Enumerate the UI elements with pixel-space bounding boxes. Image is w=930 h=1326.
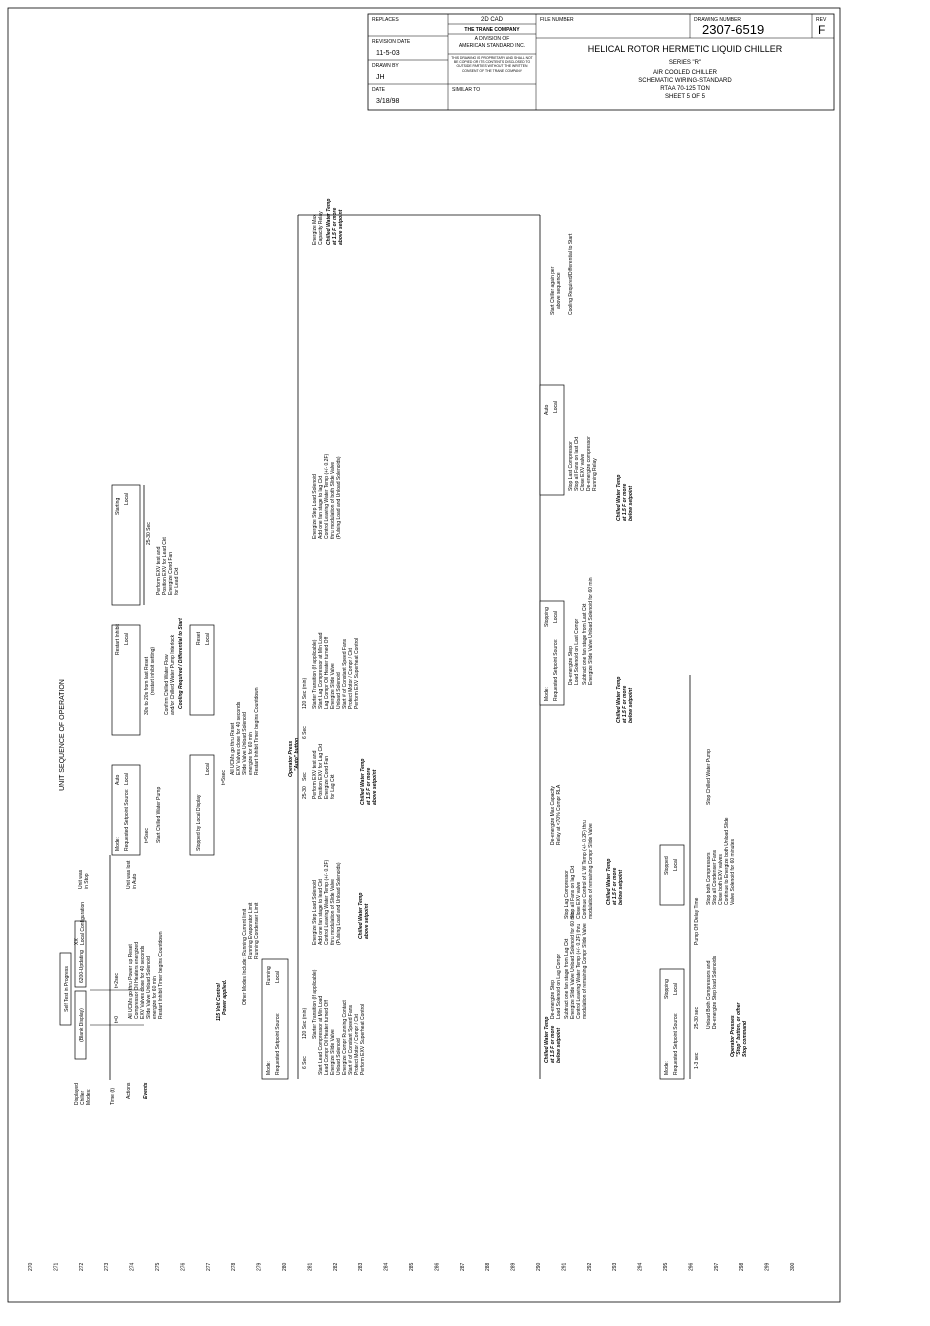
events-label: Events <box>143 1082 149 1099</box>
stopped-local-2: Local <box>673 859 679 871</box>
line-number: 298 <box>739 1262 746 1271</box>
unload-both: Unload Both Compressors and <box>706 960 712 1029</box>
last-event-3: below setpoint <box>628 486 634 521</box>
line-number: 270 <box>28 1262 34 1271</box>
restart-inhibit-label: Restart Inhibit <box>115 624 121 655</box>
stop-event-5: at 1.5 F or more <box>612 867 618 905</box>
startup-action-2: EXV Valves close for 40 seconds <box>140 945 146 1019</box>
lag-perform-1: Position EXV for Lag Ckt <box>318 743 324 799</box>
stop-event-3: below setpoint <box>556 1028 562 1063</box>
operator-press-auto: Operator Press <box>288 740 294 777</box>
unit-lost-auto: Unit was lost <box>126 860 132 889</box>
running-label: Running <box>266 966 272 985</box>
lead-action-5: Start # of Constant Speed Fans <box>348 1004 354 1075</box>
stop-final-4: Valve Solenoid for 60 minutes <box>730 838 736 905</box>
stop-final-3: Continue to Energize both Unload Slide <box>724 817 730 905</box>
line-number: 299 <box>764 1262 771 1271</box>
restart-inhibit-local: Local <box>124 633 130 645</box>
division-label: A DIVISION OF <box>474 36 510 42</box>
startup-action-0: All UCMs go thru Power up Reset <box>128 944 134 1019</box>
line-number: 290 <box>536 1262 542 1271</box>
line-number-column <box>28 1262 796 1271</box>
de-energize-max: De-energize Max Capacity <box>550 786 556 845</box>
lag-perform-0: Perform EXV test and <box>312 750 318 799</box>
running-local: Local <box>275 971 281 983</box>
final-auto-label: Auto <box>544 404 550 415</box>
lag-transition: Starter Transition (If applicable) <box>312 639 318 709</box>
t2sec-label: t=2sec <box>114 973 120 988</box>
max-capacity: Energize Max <box>312 214 318 245</box>
auto-local-action-2: Slide Valve Unload Solenoid <box>242 712 248 775</box>
last-action-2: Close EXV valve <box>580 453 586 491</box>
stop-final-actions <box>706 817 736 905</box>
last-action-3: De-energize compressor <box>586 436 592 491</box>
lead-step-action-3: thru modulation of Slide Valve <box>330 878 336 945</box>
lead-stop-event-3: below setpoint <box>628 688 634 723</box>
lead-step-action-2: Control Leaving Water Temp (+/- 0.2F) <box>324 859 330 945</box>
lag-action-3: Unload Solenoid <box>336 672 342 709</box>
line-number: 274 <box>129 1262 136 1271</box>
revision-date-label: REVISION DATE <box>372 39 411 45</box>
proprietary-notice: THIS DRAWING IS PROPRIETARY AND SHALL NOT BE COPIED OR ITS CONTENTS DISCLOSED TO OUTSIDE PARTIES WITHOUT THE WRITTEN CONSENT OF THE TRANE COMPANY <box>451 56 533 73</box>
restart-time: 30s to 20s from last Reset <box>144 656 150 715</box>
lag-action-1: Lag Compr Oil Heater turned Off <box>324 636 330 709</box>
lag-action-0: Start Lag Compressor at Min Load <box>318 632 324 709</box>
lag-running-actions <box>318 632 360 709</box>
auto-local-actions <box>230 687 260 775</box>
startup-action-4: energize for 60 min <box>152 976 158 1019</box>
stop-action-0: Subtract one fan stage from Lag Ckt <box>564 938 570 1019</box>
stopping-actions <box>564 911 588 1019</box>
drawing-date: 3/18/98 <box>376 98 400 105</box>
start-pump-action: Start Chilled Water Pump <box>156 786 162 843</box>
auto-mode-label: Mode: <box>115 837 121 851</box>
line-number: 271 <box>53 1262 60 1271</box>
lag-perform-actions <box>312 743 336 799</box>
running-source-label: Requested Setpoint Source: <box>275 1012 281 1075</box>
product-title: HELICAL ROTOR HERMETIC LIQUID CHILLER <box>587 44 783 54</box>
line-number: 272 <box>78 1262 85 1271</box>
line-number: 295 <box>663 1262 669 1271</box>
lag-sec: Sec <box>302 772 308 781</box>
lag-step-0: Energize Step Load Solenoid <box>312 474 318 539</box>
actions-label: Actions <box>126 1082 132 1099</box>
modes-label-1: Displayed <box>74 1083 80 1105</box>
running-mode-label: Mode: <box>266 1061 272 1075</box>
file-number-label: FILE NUMBER <box>540 17 574 23</box>
unload-both-2: De-energize Step load Solenoids <box>712 955 718 1029</box>
auto-local-action-0: All UCMs go thru Reset <box>230 722 236 775</box>
line-number: 284 <box>383 1262 390 1271</box>
other-modes-3: Running Condenser Limit <box>254 902 260 959</box>
starting-time: 25-30 Sec <box>146 522 152 545</box>
starting-action-0: Perform EXV test and <box>156 546 162 595</box>
starting-action-3: for Lead Ckt <box>174 567 180 595</box>
starting-action-2: Energize Cond Fan <box>168 551 174 595</box>
sequence-diagram <box>28 199 796 1271</box>
stop-event-2: at 1.5 F or more <box>550 1025 556 1063</box>
blank-display-label: (Blank Display) <box>79 1008 85 1042</box>
stop-lag-1: Stop all Fans on lag Ckt <box>570 865 576 919</box>
lag-perform-2: Energize Cond Fan <box>324 755 330 799</box>
series-label: SERIES "R" <box>668 60 702 66</box>
line-number: 292 <box>586 1262 593 1271</box>
lead-action-2: Energize Slide Valve <box>330 1029 336 1075</box>
stop-lag-actions <box>564 820 594 919</box>
max-capacity-2: Capacity Relay <box>318 211 324 245</box>
lag-25-30: 25-30 <box>302 786 308 799</box>
reset-local: Local <box>205 633 211 645</box>
startup-action-5: Restart Inhibit Timer begins Countdown <box>158 931 164 1019</box>
time-label: Time (t) <box>110 1087 116 1105</box>
other-modes-2: Running Evaporator Limit <box>248 902 254 959</box>
lead-event: Chilled Water Temp <box>358 892 364 939</box>
line-number: 279 <box>256 1262 263 1271</box>
lead-step-action-1: Add one fan stage to lead Ckt <box>318 879 324 945</box>
line-number: 287 <box>459 1262 466 1271</box>
lead-6sec: 6 Sec <box>302 1056 308 1069</box>
self-test-label: Self Test in Progress <box>64 966 70 1012</box>
cooling-required-event: Cooling Required / Differential to Start <box>178 618 184 709</box>
lead-de-energize: De-energize Step <box>568 646 574 685</box>
date-label: DATE <box>372 87 385 93</box>
stop-lag-0: Stop Lag Compressor <box>564 870 570 919</box>
lag-perform-3: for Lag Ckt <box>330 774 336 799</box>
de-energize-max-2: Relay at <70% Compr RLA <box>556 784 562 845</box>
lead-stop-action-1: Energize Slide Valve Unload Solenoid for 60 min <box>588 577 594 685</box>
stop-1-3sec: 1-3 sec <box>694 1052 700 1069</box>
stop-pump: Stop Chilled Water Pump <box>706 749 712 805</box>
stop-action-2: Control Leaving Water Temp (+/- 0.2F) thru <box>576 923 582 1019</box>
lag-action-5: Protect Motor / Compr / Ckt <box>348 648 354 709</box>
lead-step-action-4: (Pulsing Load and Unload Solenoids) <box>336 862 342 945</box>
t0-label: t=0 <box>114 1015 120 1023</box>
lag-step-1: Add one fan stage to lag Ckt <box>318 475 324 539</box>
line-number: 285 <box>409 1262 415 1271</box>
line-number: 283 <box>358 1262 365 1271</box>
de-energize-step: De-energize Step <box>550 980 556 1019</box>
rev-value: F <box>818 23 826 37</box>
parent-company: AMERICAN STANDARD INC. <box>458 43 526 49</box>
stop-final-1: Stop all Condenser Fans <box>712 849 718 905</box>
lag-event-5: at 1.5 F or more <box>332 207 338 245</box>
stop-lag-2: Close EXV valve <box>576 881 582 919</box>
stopping-local: Local <box>673 983 679 995</box>
line-number: 296 <box>688 1262 695 1271</box>
lead-action-4: Energize Compr Running Contact <box>342 1000 348 1075</box>
auto-local-action-3: energize for 60 min <box>248 732 254 775</box>
line-number: 293 <box>612 1262 619 1271</box>
operator-press-stop: Operator Presses <box>730 1015 736 1057</box>
lead-stopping-label: Stopping <box>544 607 550 627</box>
lag-step-2: Control Leaving Water Temp (+/- 0.2F) <box>324 453 330 539</box>
line-number: 288 <box>485 1262 492 1271</box>
restart-time-2: (restart inhibit setting) <box>150 646 156 695</box>
last-event: Chilled Water Temp <box>616 474 622 521</box>
lead-stop-action-0: Subtract one fan stage from Last Ckt <box>582 603 588 685</box>
sheet-number: SHEET 5 OF 5 <box>665 94 705 100</box>
final-auto-local: Local <box>553 401 559 413</box>
lag-event-6: above setpoint <box>338 209 344 245</box>
line-number: 277 <box>205 1262 212 1271</box>
lead-action-3: Unload Solenoid <box>336 1038 342 1075</box>
product-line1: AIR COOLED CHILLER <box>652 70 718 76</box>
stop-lag-3: Continue Control of L W Temp (+/- 0.2F) thru <box>582 820 588 919</box>
line-number: 286 <box>434 1262 441 1271</box>
unit-lost-stop-2: in Stop <box>84 873 90 889</box>
title-block <box>368 14 834 110</box>
auto-local: Local <box>124 773 130 785</box>
auto-source-label: Requested Setpoint Source: <box>124 788 130 851</box>
line-number: 294 <box>637 1262 644 1271</box>
lead-stop-event: Chilled Water Temp <box>616 676 622 723</box>
lead-step-action-0: Energize Step Load Solenoid <box>312 880 318 945</box>
stopping-label: Stopping <box>664 979 670 999</box>
line-number: 289 <box>510 1262 517 1271</box>
lead-stop-actions <box>582 577 594 685</box>
last-event-2: at 1.5 F or more <box>622 483 628 521</box>
stop-lag-4: modulation of remaining Compr Slide Valve <box>588 823 594 919</box>
confirm-flow-1: Confirm Chilled Water Flow <box>164 654 170 715</box>
lead-action-7: Perform EXV Superheat Control <box>360 1003 366 1075</box>
stop-mode-label: Mode: <box>664 1061 670 1075</box>
updating-label: 6200-Updating <box>79 950 85 983</box>
operator-press-auto-2: "Auto" button <box>294 737 300 771</box>
lag-120sec: 120 Sec (min) <box>302 677 308 709</box>
lead-action-6: Protect Motor / Compr / Ckt <box>354 1014 360 1075</box>
lead-120sec: 120 Sec (min) <box>302 1007 308 1039</box>
stopped-local: Local <box>205 763 211 775</box>
pump-off-delay: Pump Off Delay Time <box>694 897 700 945</box>
reset-label: Reset <box>196 631 202 645</box>
restart-chiller-2: above sequence <box>556 272 562 309</box>
last-action-1: Stop all Fans on last Ckt <box>574 436 580 491</box>
startup-action-3: Slide Valve Unload Solenoid <box>146 956 152 1019</box>
modes-label-2: Chiller <box>80 1090 86 1105</box>
auto-local-action-4: Restart Inhibit Timer begins Countdown <box>254 687 260 775</box>
lead-action-0: Start Lead Compressor at Min Load <box>318 995 324 1075</box>
starting-label: Starting <box>115 497 121 515</box>
lead-step-actions <box>312 859 342 945</box>
stop-event: Chilled Water Temp <box>544 1016 550 1063</box>
drawing-number: 2307-6519 <box>702 22 765 37</box>
power-event: 115 Volt Control <box>216 983 222 1021</box>
updating-sub: XX <box>74 938 80 945</box>
product-line2: SCHEMATIC WIRING-STANDARD <box>638 78 732 84</box>
lag-step-3: thru modulation of both Slide Valve <box>330 461 336 539</box>
rev-label: REV <box>816 17 827 23</box>
stop-event-4: Chilled Water Temp <box>606 858 612 905</box>
de-energize-step-2: Load Solenoid on Lag Compr <box>556 953 562 1019</box>
lead-action-1: Lead Compr Oil Heater turned Off <box>324 1000 330 1075</box>
lag-event-2: at 1.5 F or more <box>366 767 372 805</box>
starting-local: Local <box>124 493 130 505</box>
startup-action-1: Compressor Oil Heaters energized <box>134 942 140 1019</box>
lag-event-3: above setpoint <box>372 769 378 805</box>
line-number: 276 <box>180 1262 187 1271</box>
stop-source-label: Requested Setpoint Source: <box>673 1012 679 1075</box>
auto-label: Auto <box>115 774 121 785</box>
stopped-by-local-label: Stopped by Local Display <box>196 794 202 851</box>
line-number: 297 <box>713 1262 720 1271</box>
auto-local-action-1: EXV Valves close for 40 seconds <box>236 701 242 775</box>
lag-event: Chilled Water Temp <box>360 758 366 805</box>
line-number: 273 <box>104 1262 111 1271</box>
lag-step-4: (Pulsing Load and Unload Solenoids) <box>336 456 342 539</box>
unit-lost-stop: Unit was <box>78 869 84 889</box>
lag-action-2: Energize Slide Valve <box>330 663 336 709</box>
lead-event-2: above setpoint <box>364 903 370 939</box>
auto-t5sec-2: t=5sec <box>221 770 227 785</box>
stopped-label: Stopped <box>664 856 670 875</box>
lead-stopping-local: Local <box>553 611 559 623</box>
line-number: 291 <box>561 1262 568 1271</box>
similar-to-label: SIMILAR TO <box>452 87 481 93</box>
lead-stop-source: Requested Setpoint Source: <box>553 638 559 701</box>
line-number: 300 <box>790 1262 796 1271</box>
unit-lost-auto-2: in Auto <box>132 873 138 889</box>
drawing-number-label: DRAWING NUMBER <box>694 17 742 23</box>
modes-label-3: Modes: <box>86 1088 92 1105</box>
starting-actions <box>156 537 180 595</box>
drawn-by: JH <box>376 74 385 81</box>
auto-t5sec: t=5sec <box>144 828 150 843</box>
revision-date: 11-5-03 <box>376 50 400 57</box>
lag-event-4: Chilled Water Temp <box>326 198 332 245</box>
line-number: 275 <box>155 1262 161 1271</box>
line-number: 281 <box>307 1262 314 1271</box>
cad-label: 2D CAD <box>480 17 504 23</box>
stop-final-0: Stop both Compressors <box>706 852 712 905</box>
operator-press-stop-2: "Stop" button, or other <box>736 1002 742 1057</box>
last-action-0: Stop Last Compressor <box>568 441 574 491</box>
company-name: THE TRANE COMPANY <box>464 27 520 33</box>
stop-event-6: below setpoint <box>618 870 624 905</box>
product-line3: RTAA 70-125 TON <box>660 86 710 92</box>
confirm-flow-2: and/or Chilled Water Pump Interlock <box>170 634 176 715</box>
lag-6sec: 6 Sec <box>302 726 308 739</box>
drawn-by-label: DRAWN BY <box>372 63 399 69</box>
page-title: UNIT SEQUENCE OF OPERATION <box>59 679 66 791</box>
stop-action-3: modulation of remaining Compr Slide Valve <box>582 923 588 1019</box>
startup-actions <box>128 931 164 1019</box>
lag-step-actions <box>312 453 342 539</box>
replaces-label: REPLACES <box>372 17 399 23</box>
local-config-label: Local Configuration <box>80 901 86 945</box>
restart-chiller: Start Chiller again per <box>550 266 556 315</box>
stop-action-1: Energize Slide Valve Unload Solenoid for 60 min <box>570 911 576 1019</box>
lead-de-energize-2: Load Solenoid on Last Compr <box>574 618 580 685</box>
last-compressor-actions <box>568 436 598 491</box>
stop-final-2: Close both EXV valves <box>718 854 724 905</box>
last-action-4: Running Relay <box>592 458 598 491</box>
operator-press-stop-3: Stop command <box>742 1020 748 1057</box>
line-number: 278 <box>231 1262 238 1271</box>
line-number: 282 <box>332 1262 339 1271</box>
lag-action-6: Perform EXV Superheat Control <box>354 637 360 709</box>
lead-transition: Starter Transition (If applicable) <box>312 969 318 1039</box>
lead-stop-event-2: at 1.5 F or more <box>622 685 628 723</box>
lag-action-4: Start # of Constant Speed Fans <box>342 638 348 709</box>
cooling-required: Cooling Required/Differential to Start <box>568 233 574 315</box>
stop-25-30sec: 25-30 sec <box>694 1007 700 1029</box>
line-number: 280 <box>282 1262 288 1271</box>
power-event-2: Power applied. <box>222 979 228 1015</box>
starting-action-1: Position EXV for Lead Ckt <box>162 537 168 595</box>
lead-stop-mode: Mode: <box>544 687 550 701</box>
other-modes-label: Other Modes Include: Running Current limit <box>242 908 248 1005</box>
lead-running-actions <box>318 996 366 1075</box>
